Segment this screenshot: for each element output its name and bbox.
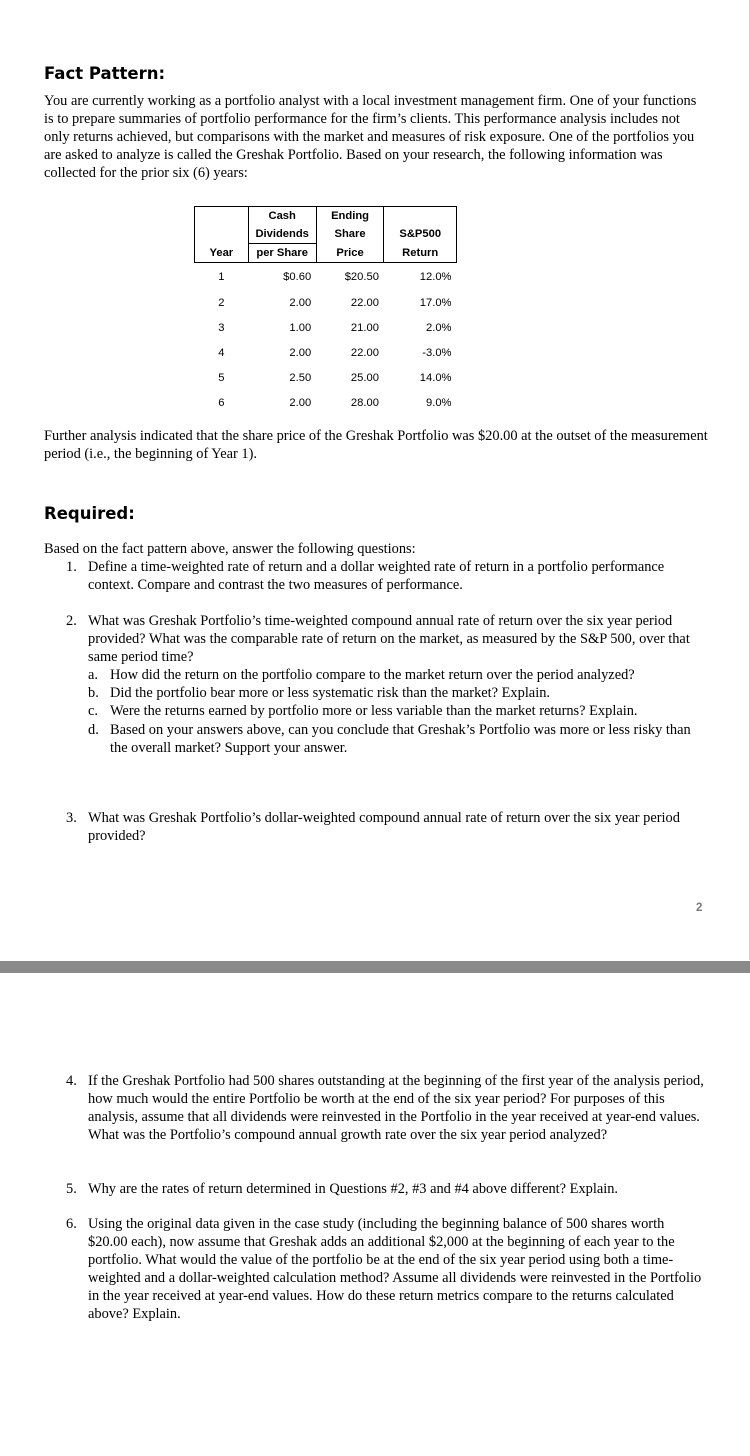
document-page-2: [0, 973, 750, 1456]
cell-return: 14.0%: [419, 371, 452, 384]
cell-dividend: 1.00: [289, 321, 312, 334]
header-dividends-line3: per Share: [248, 244, 316, 263]
subquestion-b: [88, 684, 706, 702]
cell-year: 6: [218, 396, 225, 409]
page-separator: [0, 961, 750, 973]
question-number: 6.: [66, 1216, 77, 1232]
subquestion-text: Did the portfolio bear more or less systematic risk than the market? Explain.: [110, 685, 550, 702]
question-2: [66, 612, 706, 757]
cell-year: 1: [218, 270, 225, 283]
cell-dividend: 2.00: [289, 346, 312, 359]
cell-year: 4: [218, 346, 225, 359]
fact-pattern-heading: Fact Pattern:: [44, 64, 166, 83]
fact-pattern-intro: You are currently working as a portfolio analyst with a local investment management firm. One of your functions is to prepare summaries of portfolio performance for the firm’s clients. This performance analysis includes not only returns achieved, but comparisons with the market and measures of risk exposure. One of the portfolios you are asked to analyze is called the Greshak Portfolio. Based on your research, the following information was collected for the prior six (6) years:: [44, 93, 697, 182]
subquestion-letter: a.: [88, 667, 98, 684]
question-1: [66, 558, 706, 594]
header-year: Year: [195, 244, 249, 263]
header-return-blank: [384, 207, 457, 226]
cell-dividend: 2.00: [289, 296, 312, 309]
question-number: 5.: [66, 1181, 77, 1197]
table-row: [195, 365, 457, 390]
cell-return: -3.0%: [422, 346, 452, 359]
subquestion-d: [88, 721, 706, 757]
header-price-line1: Ending: [316, 207, 384, 226]
question-text: Using the original data given in the case study (including the beginning balance of 500 shares worth $20.00 each), now assume that Greshak adds an additional $2,000 at the beginning of each year to the portfolio. What would the value of the portfolio be at the end of the six year period using both a time-weighted and a dollar-weighted calculation method? Assume all dividends were reinvested in the Portfolio in the year received at year-end values. How do these return metrics compare to the returns calculated above? Explain.: [88, 1216, 702, 1323]
page-number: 2: [696, 902, 703, 914]
header-price-line3: Price: [316, 244, 384, 263]
header-dividends-line2: Dividends: [248, 225, 316, 244]
cell-price: 21.00: [350, 321, 379, 334]
further-analysis-text: Further analysis indicated that the share price of the Greshak Portfolio was $20.00 at the outset of the measurement period (i.e., the beginning of Year 1).: [44, 428, 708, 463]
question-3: [66, 809, 706, 845]
subquestion-text: Were the returns earned by portfolio more or less variable than the market returns? Explain.: [110, 703, 638, 720]
header-year-blank: [195, 207, 249, 226]
required-intro: Based on the fact pattern above, answer the following questions:: [44, 541, 416, 557]
cell-year: 2: [218, 296, 225, 309]
subquestion-letter: d.: [88, 721, 99, 738]
header-return-line3: Return: [384, 244, 457, 263]
subquestion-text: Based on your answers above, can you conclude that Greshak’s Portfolio was more or less risky than the overall market? Support your answer.: [110, 721, 691, 756]
question-text: What was Greshak Portfolio’s dollar-weighted compound annual rate of return over the six year period provided?: [88, 810, 680, 845]
header-price-line2: Share: [316, 225, 384, 244]
cell-return: 17.0%: [419, 296, 452, 309]
cell-year: 5: [218, 371, 225, 384]
question-number: 1.: [66, 559, 77, 575]
cell-dividend: 2.00: [289, 396, 312, 409]
cell-dividend: $0.60: [283, 270, 312, 283]
subquestion-letter: b.: [88, 685, 99, 702]
table-row: [195, 315, 457, 340]
question-text: Define a time-weighted rate of return and a dollar weighted rate of return in a portfolio performance context. Compare and contrast the two measures of performance.: [88, 559, 665, 594]
question-text: Why are the rates of return determined in Questions #2, #3 and #4 above different? Explain.: [88, 1181, 619, 1197]
cell-return: 12.0%: [419, 270, 452, 283]
subquestion-letter: c.: [88, 703, 98, 720]
question-number: 2.: [66, 613, 77, 629]
cell-return: 2.0%: [426, 321, 452, 334]
cell-return: 9.0%: [426, 396, 452, 409]
question-text: What was Greshak Portfolio’s time-weighted compound annual rate of return over the six year period provided? What was the comparable rate of return on the market, as measured by the S&P 500, over that same period time?: [88, 613, 690, 666]
question-number: 4.: [66, 1073, 77, 1089]
question-4: [66, 1072, 706, 1144]
header-return-line2: S&P500: [384, 225, 457, 244]
subquestion-text: How did the return on the portfolio compare to the market return over the period analyzed?: [110, 667, 635, 684]
table-row: [195, 340, 457, 365]
required-heading: Required:: [44, 504, 135, 523]
cell-dividend: 2.50: [289, 371, 312, 384]
cell-price: 25.00: [350, 371, 379, 384]
table-row: [195, 290, 457, 315]
table-row: [195, 263, 457, 291]
cell-price: $20.50: [344, 270, 379, 283]
question-text: If the Greshak Portfolio had 500 shares outstanding at the beginning of the first year of the analysis period, how much would the entire Portfolio be worth at the end of the six year period? For purposes of this analysis, assume that all dividends were reinvested in the Portfolio in the year received at year-end values. What was the Portfolio’s compound annual growth rate over the six year period analyzed?: [88, 1073, 704, 1144]
header-dividends-line1: Cash: [248, 207, 316, 226]
question-number: 3.: [66, 810, 77, 826]
portfolio-data-table: [194, 206, 457, 415]
cell-price: 28.00: [350, 396, 379, 409]
cell-price: 22.00: [350, 346, 379, 359]
table-row: [195, 390, 457, 415]
subquestion-c: [88, 702, 706, 720]
subquestion-a: [88, 666, 706, 684]
cell-year: 3: [218, 321, 225, 334]
question-6: [66, 1215, 706, 1324]
question-5: [66, 1180, 706, 1198]
cell-price: 22.00: [350, 296, 379, 309]
